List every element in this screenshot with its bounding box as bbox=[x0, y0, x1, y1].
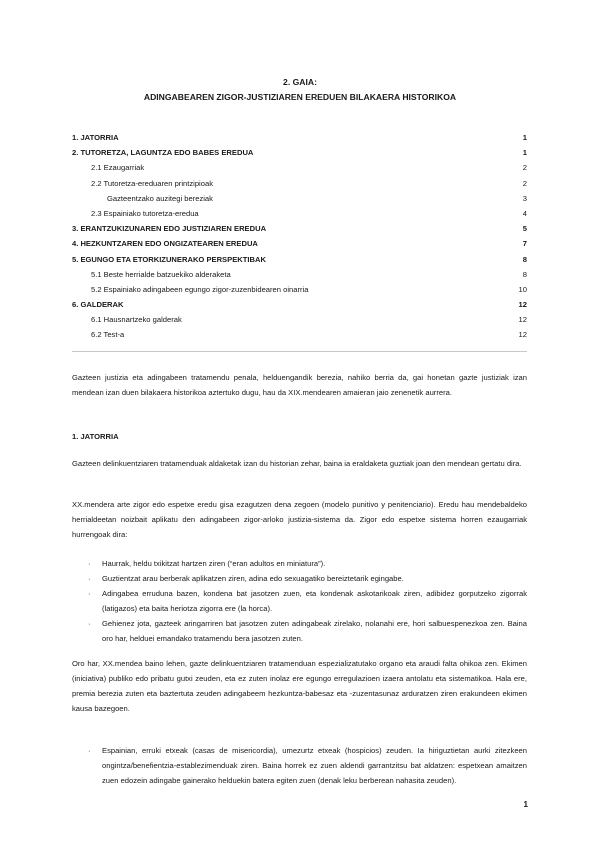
list-item: · Espainian, erruki etxeak (casas de misericordia), umezurtz etxeak (hospicios) zeuden. Ia hiriguztietan aurki zitezkeen ongintza/benefientzia-establezimenduak ziren. Baina horrek ez zuen aldendi garrantzitsu bat aldatzen: espetxean amaitzen zuen edozein adingabe gainerako helduekin batera egiten zuen (denak leku berberean nahasita zeuden). bbox=[88, 743, 527, 788]
bullet-icon: · bbox=[88, 619, 91, 628]
toc-entry[interactable] bbox=[72, 133, 527, 148]
toc-entry-label: 6. GALDERAK bbox=[72, 300, 124, 310]
bullet-icon: · bbox=[88, 559, 91, 568]
toc-entry-page: 12 bbox=[518, 330, 527, 340]
toc-entry[interactable] bbox=[72, 239, 527, 254]
toc-divider bbox=[72, 351, 527, 352]
toc-entry[interactable] bbox=[72, 315, 527, 330]
list-item: · Haurrak, heldu txikitzat hartzen ziren (“eran adultos en miniatura”). bbox=[88, 556, 527, 571]
toc-entry-label: 2. TUTORETZA, LAGUNTZA EDO BABES EREDUA bbox=[72, 148, 254, 158]
toc-entry[interactable] bbox=[72, 179, 527, 194]
list-item: · Guztientzat arau berberak aplikatzen ziren, adina edo sexuagatiko bereiztetarik egingabe. bbox=[88, 571, 527, 586]
page-number: 1 bbox=[523, 800, 528, 809]
toc-entry[interactable] bbox=[72, 224, 527, 239]
section-heading: 1. JATORRIA bbox=[72, 432, 119, 441]
toc-entry-label: 6.1 Hausnartzeko galderak bbox=[91, 315, 182, 325]
toc-entry-label: 2.2 Tutoretza-ereduaren printzipioak bbox=[91, 178, 213, 188]
toc-entry-label: 3. ERANTZUKIZUNAREN EDO JUSTIZIAREN EREDUA bbox=[72, 224, 267, 234]
toc-entry[interactable] bbox=[72, 285, 527, 300]
toc-entry-label: 1. JATORRIA bbox=[72, 133, 119, 142]
toc-entry[interactable] bbox=[72, 163, 527, 178]
chapter-title: ADINGABEAREN ZIGOR-JUSTIZIAREN EREDUEN BILAKAERA HISTORIKOA bbox=[143, 92, 457, 102]
toc-entry[interactable] bbox=[72, 300, 527, 315]
toc-entry-label: 5. EGUNGO ETA ETORKIZUNERAKO PERSPEKTIBAK bbox=[72, 254, 266, 264]
bullet-icon: · bbox=[88, 574, 91, 583]
bullet-list-2 bbox=[88, 743, 527, 788]
toc-entry-label: 5.1 Beste herrialde batzuekiko alderaketa bbox=[91, 269, 231, 279]
toc-entry[interactable] bbox=[72, 148, 527, 163]
section-paragraph-1: Gazteen delinkuentziaren tratamenduak aldaketak izan du historian zehar, baina ia eraldaketa guztiak joan den mendean gertatu dira. bbox=[72, 459, 522, 468]
section-paragraph-2: XX.mendera arte zigor edo espetxe eredu gisa ezagutzen dena zegoen (modelo punitivo y penitenciario). Eredu hau mendebaldeko herrialdeetan noizbait aplikatu den adingabeen zigor-arloko justizia-sistema da. Zigor edo espetxe sistema horren ezaugarriak hurrengoak dira: bbox=[72, 500, 527, 539]
table-of-contents bbox=[72, 133, 527, 346]
toc-entry-page: 4 bbox=[522, 208, 527, 218]
toc-entry-page: 8 bbox=[522, 254, 527, 264]
toc-entry-label: 2.3 Espainiako tutoretza-eredua bbox=[91, 208, 199, 218]
toc-entry-page: 7 bbox=[522, 239, 527, 249]
bullet-list-1 bbox=[88, 556, 527, 646]
intro-paragraph: Gazteen justizia eta adingabeen tratamendu penala, helduengandik berezia, nahiko berria da, gai honetan gazte justiziak izan mendean izan duen bilakaera historikoa aztertuko dugu, hau da XIX.mendearen amaieran jaio zenenetik aurrera. bbox=[72, 373, 527, 397]
toc-entry-label: 5.2 Espainiako adingabeen egungo zigor-zuzenbidearen oinarria bbox=[91, 284, 309, 294]
toc-entry-page: 1 bbox=[522, 133, 527, 142]
bullet-icon: · bbox=[88, 746, 91, 755]
section-paragraph-3: Oro har, XX.mendea baino lehen, gazte delinkuentziaren tratamenduan espezializatutako organo eta araudi falta ohikoa zen. Ekimen (iniciativa) publiko edo pribatu gutxi zeuden, eta ez zuten inolaz ere egungo erregulazioen izaera antolatu eta sistematikoa. Hala ere, premia berezia zuten eta baztertuta zeuden adingabeem hezkuntza-babesaz eta -zuzentasunaz arduratzen ziren erakundeen ekimen kausa bazegoen. bbox=[72, 659, 527, 713]
list-item: · Gehienez jota, gazteek aringarriren bat jasotzen zuten adingabeak zirelako, nolanahi ere, hori salbuespenezkoa zen. Baina oro har, helduei emandako tratamendu bera jasotzen zuten. bbox=[88, 616, 527, 646]
toc-entry-page: 12 bbox=[518, 315, 527, 325]
bullet-icon: · bbox=[88, 589, 91, 598]
toc-entry-label: 6.2 Test-a bbox=[91, 330, 125, 340]
toc-entry[interactable] bbox=[72, 209, 527, 224]
toc-entry-page: 12 bbox=[518, 300, 527, 310]
toc-entry-page: 3 bbox=[522, 193, 527, 203]
toc-entry-page: 1 bbox=[522, 148, 527, 158]
toc-entry-page: 8 bbox=[522, 269, 527, 279]
toc-entry[interactable] bbox=[72, 270, 527, 285]
toc-entry-label: 2.1 Ezaugarriak bbox=[91, 163, 145, 173]
toc-entry-page: 2 bbox=[522, 178, 527, 188]
toc-entry-page: 10 bbox=[518, 284, 527, 294]
toc-entry[interactable] bbox=[72, 194, 527, 209]
toc-entry[interactable] bbox=[72, 255, 527, 270]
chapter-number: 2. GAIA: bbox=[283, 77, 317, 87]
toc-entry[interactable] bbox=[72, 330, 527, 345]
toc-entry-label: 4. HEZKUNTZAREN EDO ONGIZATEAREN EREDUA bbox=[72, 239, 258, 249]
toc-entry-page: 5 bbox=[522, 224, 527, 234]
toc-entry-page: 2 bbox=[522, 163, 527, 173]
list-item: · Adingabea erruduna bazen, kondena bat jasotzen zuen, eta kondenak askotarikoak ziren, adibidez gorputzeko zigorrak (latigazos) eta baita heriotza zigorra ere (la horca). bbox=[88, 586, 527, 616]
toc-entry-label: Gazteentzako auzitegi bereziak bbox=[107, 193, 213, 203]
